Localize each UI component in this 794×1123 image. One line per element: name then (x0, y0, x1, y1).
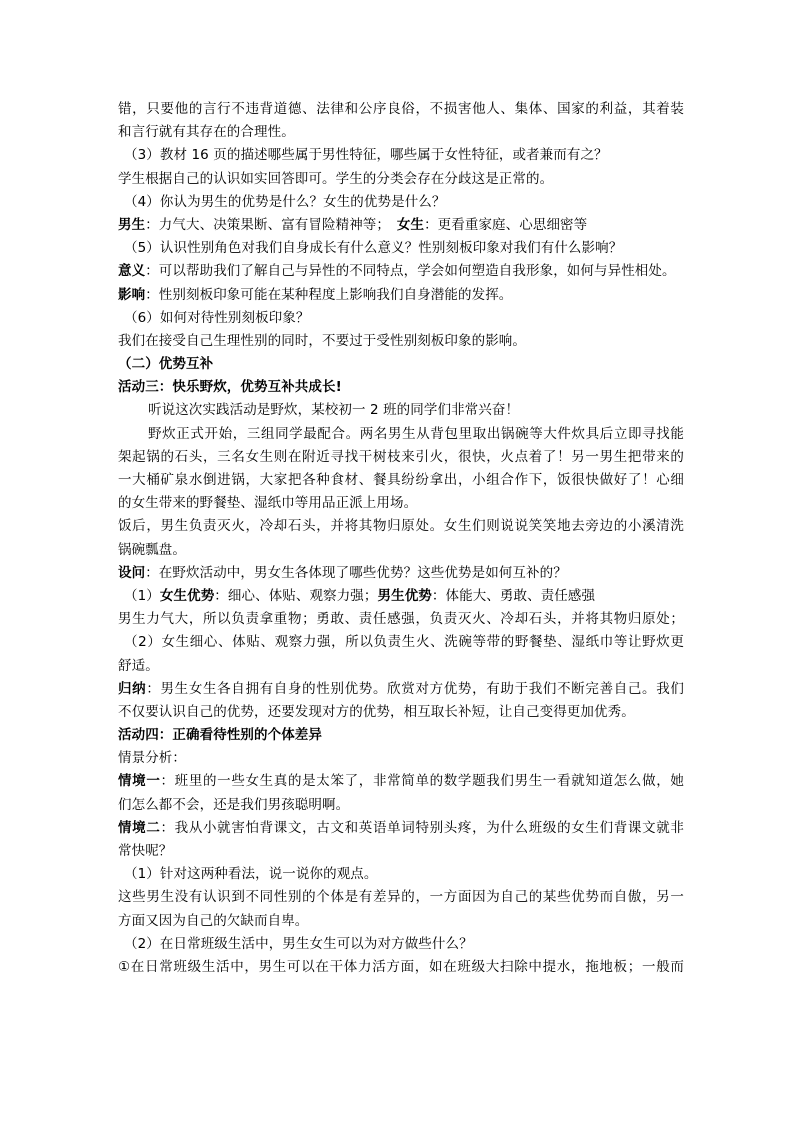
text-run: （1）针对这两种看法，说一说你的观点。 (124, 866, 378, 883)
text-line-l6 (118, 214, 684, 237)
text-line-l10 (118, 307, 684, 330)
text-line-l23 (118, 608, 684, 631)
text-run: ：班里的一些女生真的是太笨了，非常简单的数学题我们男生一看就知道怎么做，她 (160, 773, 684, 790)
text-line-l22 (118, 585, 684, 608)
text-line-l19 (118, 515, 684, 538)
text-run: 常快呢？ (118, 843, 173, 859)
text-run: （6）如何对待性别刻板印象？ (124, 309, 310, 326)
text-run: 方面又因为自己的欠缺而自卑。 (118, 912, 309, 929)
text-run: ：在野炊活动中，男女生各体现了哪些优势？这些优势是如何互补的？ (145, 564, 567, 581)
text-line-l36 (118, 910, 684, 933)
text-run: ：体能大、勇敢、责任感强 (431, 587, 596, 604)
text-line-l12 (118, 353, 684, 376)
bold-text: 活动四：正确看待性别的个体差异 (118, 727, 322, 744)
text-run: （4）你认为男生的优势是什么？女生的优势是什么？ (124, 193, 446, 210)
bold-text: 男生优势 (377, 587, 432, 604)
text-line-l13 (118, 376, 684, 399)
text-run: ：力气大、决策果断、富有冒险精神等； (145, 216, 397, 233)
text-line-l29 (118, 747, 684, 770)
text-run: 饭后，男生负责灭火，冷却石头，并将其物归原处。女生们则说说笑笑地去旁边的小溪清洗 (118, 518, 684, 535)
text-line-l25 (118, 655, 684, 678)
bold-text: 归纳 (118, 680, 147, 697)
bold-text: 影响 (118, 286, 146, 303)
text-line-l21 (118, 562, 684, 585)
text-run: （3）教材 16 页的描述哪些属于男性特征，哪些属于女性特征，或者兼而有之？ (124, 147, 608, 164)
text-line-l37 (118, 933, 684, 956)
text-line-l3 (118, 144, 684, 167)
text-run: 们怎么都不会，还是我们男孩聪明啊。 (118, 796, 350, 813)
text-line-l30 (118, 770, 684, 793)
text-run: ：细心、体贴、观察力强； (214, 587, 378, 604)
text-line-l7 (118, 237, 684, 260)
text-run: （5）认识性别角色对我们自身成长有什么意义？性别刻板印象对我们有什么影响？ (124, 240, 623, 257)
text-line-l11 (118, 330, 684, 353)
text-run: 架起锅的石头，三名女生则在附近寻找干树枝来引火，很快，火点着了！另一男生把带来的 (118, 448, 684, 465)
text-run: ：性别刻板印象可能在某种程度上影响我们自身潜能的发挥。 (145, 286, 513, 303)
document-page (118, 98, 684, 979)
text-run: 一大桶矿泉水倒进锅，大家把各种食材、餐具纷纷拿出，小组合作下，饭很快做好了！心细 (118, 472, 684, 488)
text-line-l18 (118, 492, 684, 515)
text-run: ①在日常班级生活中，男生可以在干体力活方面，如在班级大扫除中提水，拖地板；一般而 (118, 958, 684, 975)
text-run: 野炊正式开始，三组同学最配合。两名男生从背包里取出锅碗等大件炊具后立即寻找能 (148, 425, 684, 442)
text-line-l32 (118, 817, 684, 840)
bold-text: 活动三：快乐野炊，优势互补共成长! (118, 379, 342, 396)
text-run: 听说这次实践活动是野炊，某校初一 2 班的同学们非常兴奋！ (148, 402, 520, 419)
text-line-l33 (118, 840, 684, 863)
text-line-l35 (118, 886, 684, 909)
text-run: 我们在接受自己生理性别的同时，不要过于受性别刻板印象的影响。 (118, 332, 526, 349)
text-line-l15 (118, 423, 684, 446)
text-run: 的女生带来的野餐垫、湿纸巾等用品正派上用场。 (118, 495, 418, 512)
bold-text: 设问 (118, 564, 146, 581)
text-line-l4 (118, 168, 684, 191)
text-run: 学生根据自己的认识如实回答即可。学生的分类会存在分歧这是正常的。 (118, 170, 554, 187)
text-run: （1） (124, 587, 160, 604)
text-line-l28 (118, 724, 684, 747)
text-run: 情景分析： (118, 750, 186, 767)
text-run: ：更看重家庭、心思细密等 (424, 216, 588, 233)
text-line-l17 (118, 469, 684, 492)
text-line-l1 (118, 98, 684, 121)
text-line-l27 (118, 701, 684, 724)
text-run: ：可以帮助我们了解自己与异性的不同特点，学会如何塑造自我形象，如何与异性相处。 (145, 263, 676, 280)
text-line-l16 (118, 446, 684, 469)
text-run: 舒适。 (118, 657, 159, 674)
text-run: 锅碗瓢盘。 (118, 541, 186, 558)
text-run: （2）女生细心、体贴、观察力强，所以负责生火、洗碗等带的野餐垫、湿纸巾等让野炊更 (124, 634, 684, 651)
bold-text: 情境一 (118, 773, 161, 790)
text-run: （2）在日常班级生活中，男生女生可以为对方做些什么？ (124, 935, 473, 952)
text-line-l9 (118, 284, 684, 307)
text-line-l31 (118, 794, 684, 817)
bold-text: 女生优势 (159, 587, 215, 604)
text-line-l38 (118, 956, 684, 979)
text-run: 不仅要认识自己的优势，还要发现对方的优势，相互取长补短，让自己变得更加优秀。 (118, 703, 635, 720)
text-line-l26 (118, 678, 684, 701)
text-run: 和言行就有其存在的合理性。 (118, 124, 295, 141)
text-run: 这些男生没有认识到不同性别的个体是有差异的，一方面因为自己的某些优势而自傲，另一 (118, 889, 684, 906)
text-run: 错，只要他的言行不违背道德、法律和公序良俗，不损害他人、集体、国家的利益，其着装 (118, 101, 684, 117)
text-line-l14 (118, 399, 684, 422)
bold-text: 女生 (396, 216, 425, 233)
bold-text: 意义 (118, 263, 146, 280)
text-run: ：我从小就害怕背课文，古文和英语单词特别头疼，为什么班级的女生们背课文就非 (160, 819, 684, 836)
text-line-l20 (118, 539, 684, 562)
bold-text: （二）优势互补 (118, 356, 214, 373)
text-line-l34 (118, 863, 684, 886)
text-run: 男生力气大，所以负责拿重物；勇敢、责任感强，负责灭火、冷却石头，并将其物归原处； (118, 611, 684, 628)
bold-text: 情境二 (118, 819, 161, 836)
bold-text: 男生 (118, 216, 146, 233)
text-line-l24 (118, 631, 684, 654)
text-line-l8 (118, 260, 684, 283)
text-line-l5 (118, 191, 684, 214)
text-run: ：男生女生各自拥有自身的性别优势。欣赏对方优势，有助于我们不断完善自己。我们 (146, 680, 684, 697)
text-line-l2 (118, 121, 684, 144)
